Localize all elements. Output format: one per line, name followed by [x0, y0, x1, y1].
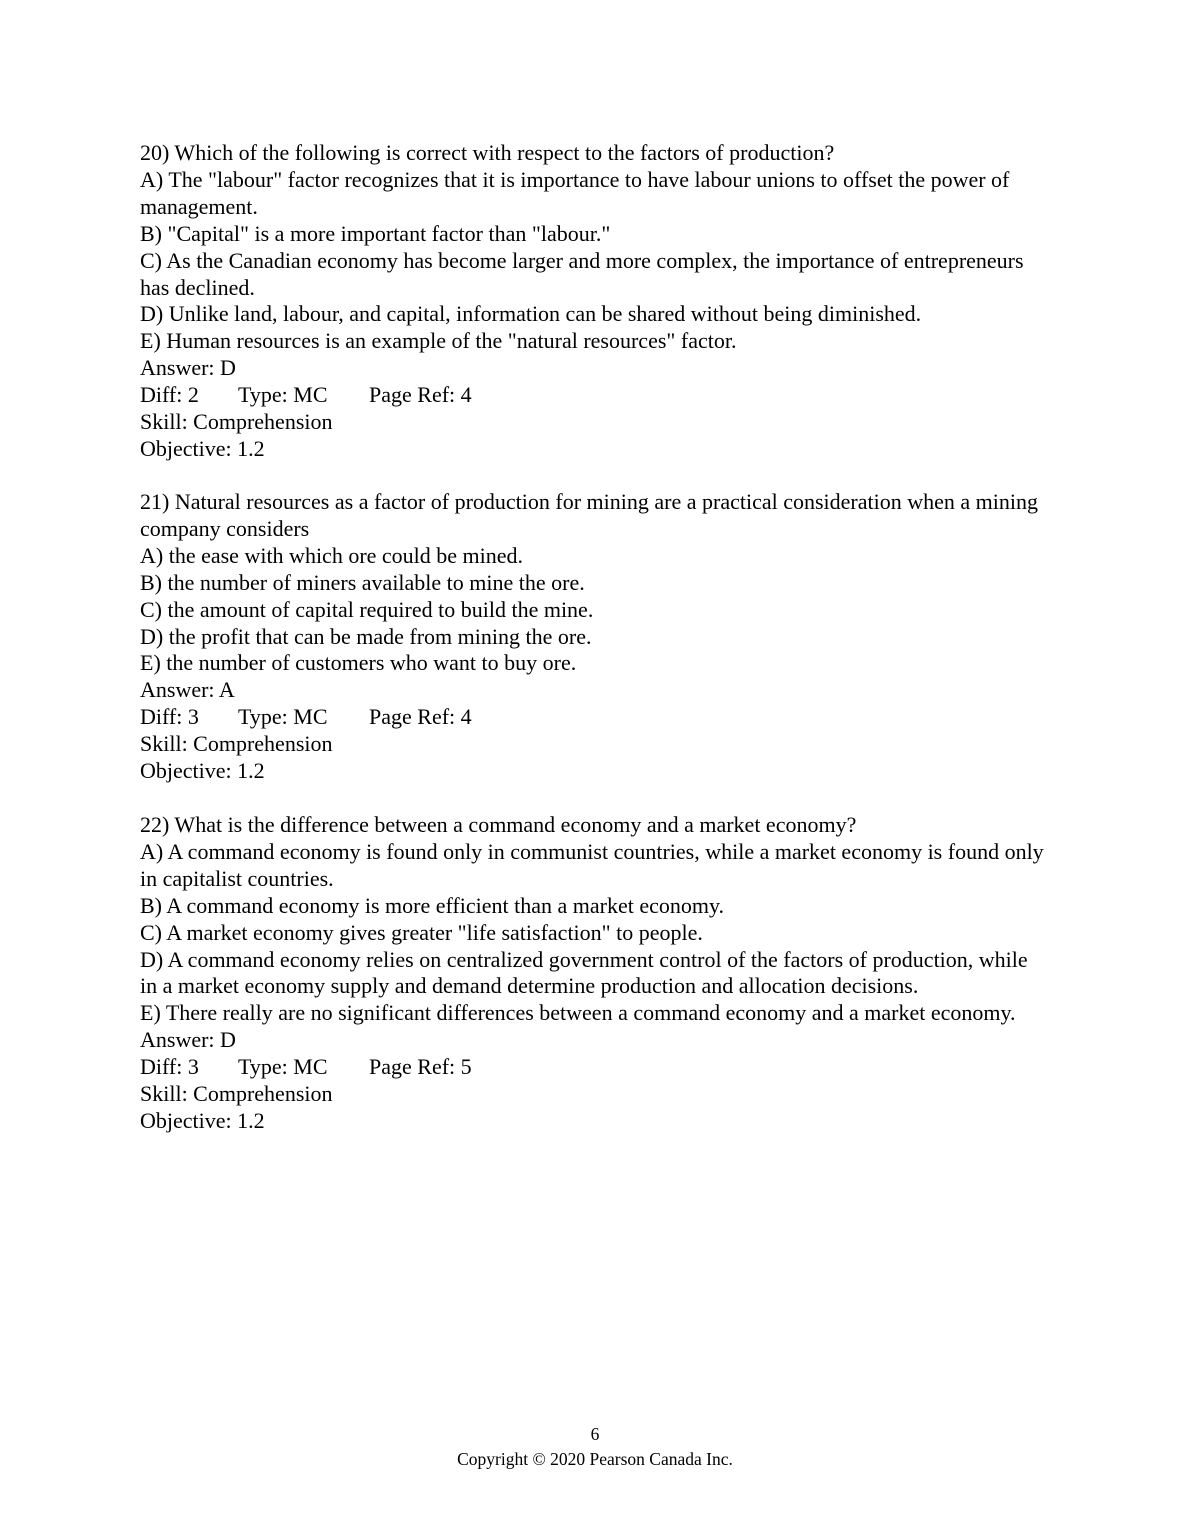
answer-option: E) the number of customers who want to buy ore. [140, 650, 577, 676]
question-block [140, 812, 1045, 1135]
skill: Skill: Comprehension [140, 409, 333, 435]
skill: Skill: Comprehension [140, 1081, 333, 1107]
answer-option: D) A command economy relies on centralized government control of the factors of production, while in a market economy supply and demand determine production and allocation decisions. [140, 946, 1028, 999]
answer-option: A) A command economy is found only in communist countries, while a market economy is found only in capitalist countries. [140, 838, 1044, 891]
question-stem: 20) Which of the following is correct with respect to the factors of production? [140, 140, 835, 165]
skill: Skill: Comprehension [140, 731, 333, 757]
question-type: Type: MC [238, 382, 328, 408]
question-metadata [140, 704, 1045, 731]
copyright-notice: Copyright © 2020 Pearson Canada Inc. [457, 1449, 733, 1469]
page-reference: Page Ref: 4 [369, 704, 472, 730]
answer-option: D) the profit that can be made from mining the ore. [140, 623, 592, 649]
answer-option: C) the amount of capital required to build the mine. [140, 596, 594, 622]
difficulty: Diff: 2 [140, 382, 199, 408]
answer-option: B) the number of miners available to mine the ore. [140, 569, 585, 595]
question-type: Type: MC [238, 704, 328, 730]
answer-key: Answer: A [140, 677, 235, 703]
answer-key: Answer: D [140, 355, 236, 381]
answer-key: Answer: D [140, 1027, 236, 1053]
difficulty: Diff: 3 [140, 704, 199, 730]
answer-option: A) The "labour" factor recognizes that it is importance to have labour unions to offset the power of management. [140, 166, 1010, 219]
question-metadata [140, 1054, 1045, 1081]
page-reference: Page Ref: 4 [369, 382, 472, 408]
question-metadata [140, 382, 1045, 409]
question-stem: 21) Natural resources as a factor of production for mining are a practical consideration when a mining company considers [140, 489, 1038, 541]
question-block [140, 140, 1045, 463]
answer-option: B) A command economy is more efficient than a market economy. [140, 892, 725, 918]
question-block [140, 489, 1045, 785]
answer-option: B) "Capital" is a more important factor than "labour." [140, 220, 611, 246]
answer-option: E) There really are no significant differences between a command economy and a market economy. [140, 1000, 1016, 1026]
answer-option: E) Human resources is an example of the "natural resources" factor. [140, 328, 737, 354]
answer-option: A) the ease with which ore could be mined. [140, 542, 524, 568]
answer-option: C) As the Canadian economy has become larger and more complex, the importance of entrepreneurs has declined. [140, 247, 1024, 300]
difficulty: Diff: 3 [140, 1054, 199, 1080]
objective: Objective: 1.2 [140, 1107, 265, 1133]
page-number: 6 [590, 1424, 600, 1444]
objective: Objective: 1.2 [140, 758, 265, 784]
question-type: Type: MC [238, 1054, 328, 1080]
objective: Objective: 1.2 [140, 435, 265, 461]
question-stem: 22) What is the difference between a command economy and a market economy? [140, 812, 857, 837]
answer-option: C) A market economy gives greater "life satisfaction" to people. [140, 919, 703, 945]
answer-option: D) Unlike land, labour, and capital, information can be shared without being diminished. [140, 301, 922, 327]
page-reference: Page Ref: 5 [369, 1054, 472, 1080]
